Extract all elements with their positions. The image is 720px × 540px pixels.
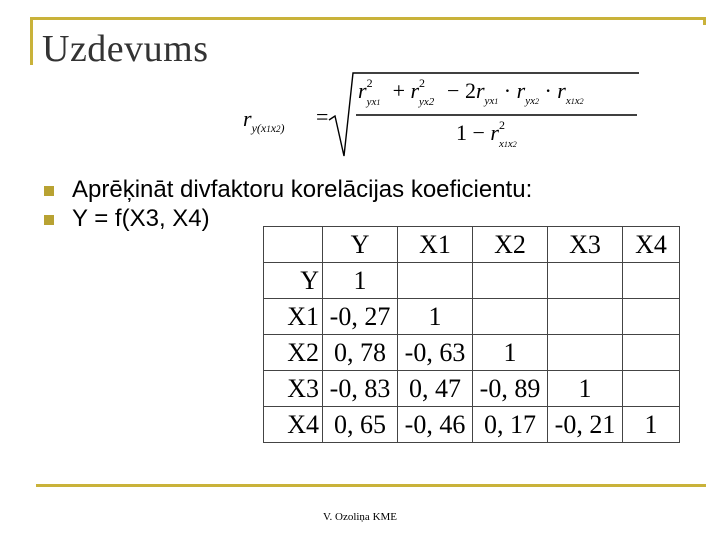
table-cell: 0, 47 <box>398 371 473 407</box>
slide-title: Uzdevums <box>42 28 209 70</box>
frame-bottom-line <box>36 484 706 487</box>
table-cell: 1 <box>548 371 623 407</box>
slide-footer: V. Ozoliņa KME <box>322 511 398 523</box>
table-cell <box>473 299 548 335</box>
table-row-label: X4 <box>264 407 323 443</box>
correlation-formula <box>243 68 643 163</box>
table-row-label: X1 <box>264 299 323 335</box>
table-header-cell: X4 <box>623 227 680 263</box>
table-row <box>264 263 680 299</box>
table-row <box>264 299 680 335</box>
table-cell: 1 <box>398 299 473 335</box>
table-cell <box>548 263 623 299</box>
table-header-cell: Y <box>323 227 398 263</box>
table-cell: -0, 21 <box>548 407 623 443</box>
table-header-row <box>264 227 680 263</box>
table-row-label: X3 <box>264 371 323 407</box>
table-cell: 1 <box>473 335 548 371</box>
table-cell: -0, 27 <box>323 299 398 335</box>
table-header-cell <box>264 227 323 263</box>
table-row-label: Y <box>264 263 323 299</box>
table-header-cell: X1 <box>398 227 473 263</box>
table-cell: -0, 89 <box>473 371 548 407</box>
table-cell: 1 <box>323 263 398 299</box>
table-cell <box>623 335 680 371</box>
table-cell <box>623 299 680 335</box>
formula-lhs: $r_{y(x1x2)}$ <box>243 106 285 135</box>
frame-left-line <box>30 17 33 65</box>
bullet-square-icon <box>44 186 54 196</box>
table-cell: -0, 63 <box>398 335 473 371</box>
table-cell: -0, 46 <box>398 407 473 443</box>
table-row <box>264 407 680 443</box>
table-row-label: X2 <box>264 335 323 371</box>
table-cell: 0, 65 <box>323 407 398 443</box>
table-cell <box>398 263 473 299</box>
bullet-square-icon <box>44 215 54 225</box>
table-cell <box>548 335 623 371</box>
formula-denominator: 1 − r 2 x1x2 <box>456 118 517 150</box>
table-cell: 0, 17 <box>473 407 548 443</box>
formula-equals: = <box>316 104 329 129</box>
frame-right-tick <box>703 17 706 25</box>
table-row <box>264 371 680 407</box>
table-header-cell: X3 <box>548 227 623 263</box>
formula-numerator: r 2 yx1 + r 2 yx2 − $2r_{yx1} \cdot r_{yx2} \cdot r_{x1x2}$ <box>358 76 584 108</box>
table-cell: -0, 83 <box>323 371 398 407</box>
correlation-matrix-table <box>263 226 680 443</box>
table-header-cell: X2 <box>473 227 548 263</box>
table-cell <box>623 371 680 407</box>
table-row <box>264 335 680 371</box>
table-cell: 1 <box>623 407 680 443</box>
table-cell: 0, 78 <box>323 335 398 371</box>
table-cell <box>548 299 623 335</box>
table-cell <box>623 263 680 299</box>
table-cell <box>473 263 548 299</box>
frame-top-line <box>30 17 706 20</box>
